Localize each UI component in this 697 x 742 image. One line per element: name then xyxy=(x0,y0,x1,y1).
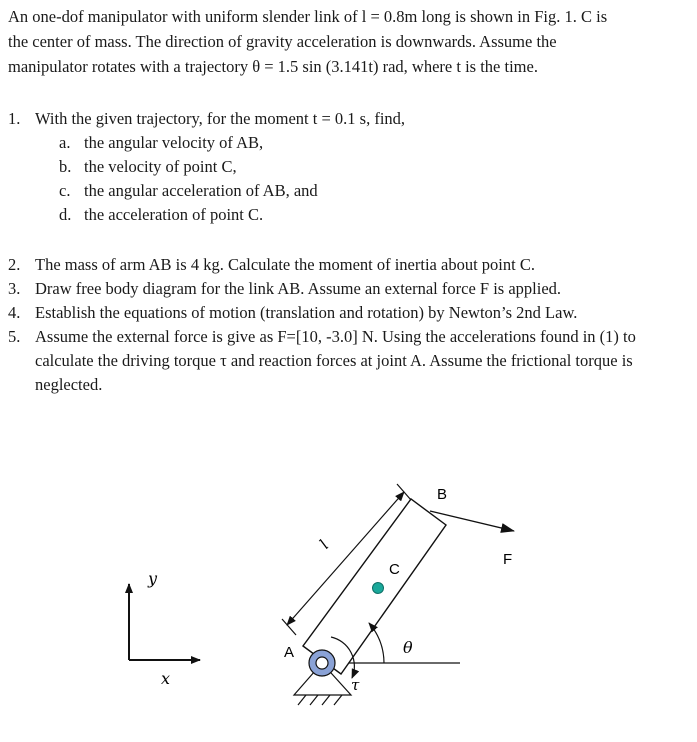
question-number: 1. xyxy=(8,109,21,128)
question-number: 4. xyxy=(8,303,21,322)
point-a-label: A xyxy=(284,644,295,661)
question-number: 2. xyxy=(8,255,21,274)
theta-label: θ xyxy=(403,638,413,657)
joint-a xyxy=(309,650,335,676)
point-b-label: B xyxy=(437,486,448,503)
y-axis-label: y xyxy=(148,569,158,588)
question-text: Assume the external force is give as F=[10, -3.0] N. Using the accelerations found in (1) to calculate the driving torque τ and reaction forces at joint A. Assume the frictional torque is neglected. xyxy=(35,327,636,394)
sub-question-text: the angular acceleration of AB, and xyxy=(84,181,318,200)
sub-question-letter: b. xyxy=(59,157,72,176)
sub-question-letter: d. xyxy=(59,205,72,224)
coordinate-axes xyxy=(129,569,200,688)
force-f xyxy=(430,511,514,568)
sub-question-letter: c. xyxy=(59,181,71,200)
question-text: With the given trajectory, for the moment t = 0.1 s, find, xyxy=(35,109,406,128)
theta-angle xyxy=(369,623,413,663)
force-label: F xyxy=(503,551,513,568)
point-c-label: C xyxy=(389,561,400,578)
torque-label: τ xyxy=(351,676,360,694)
question-number: 3. xyxy=(8,279,21,298)
sub-question-text: the velocity of point C, xyxy=(84,157,237,176)
sub-question-letter: a. xyxy=(59,133,71,152)
question-text: Establish the equations of motion (translation and rotation) by Newton’s 2nd Law. xyxy=(35,303,578,322)
question-text: Draw free body diagram for the link AB. Assume an external force F is applied. xyxy=(35,279,562,298)
sub-question-text: the acceleration of point C. xyxy=(84,205,264,224)
intro-line-2: the center of mass. The direction of gravity acceleration is downwards. Assume the xyxy=(8,32,557,51)
intro-line-1: An one-dof manipulator with uniform slender link of l = 0.8m long is shown in Fig. 1. C is xyxy=(8,7,608,26)
center-of-mass-dot xyxy=(373,583,384,594)
question-number: 5. xyxy=(8,327,21,346)
length-label: l xyxy=(315,536,333,553)
question-text: The mass of arm AB is 4 kg. Calculate the moment of inertia about point C. xyxy=(35,255,535,274)
sub-question-text: the angular velocity of AB, xyxy=(84,133,264,152)
intro-line-3: manipulator rotates with a trajectory θ = 1.5 sin (3.141t) rad, where t is the time. xyxy=(8,57,538,76)
x-axis-label: x xyxy=(161,669,171,688)
